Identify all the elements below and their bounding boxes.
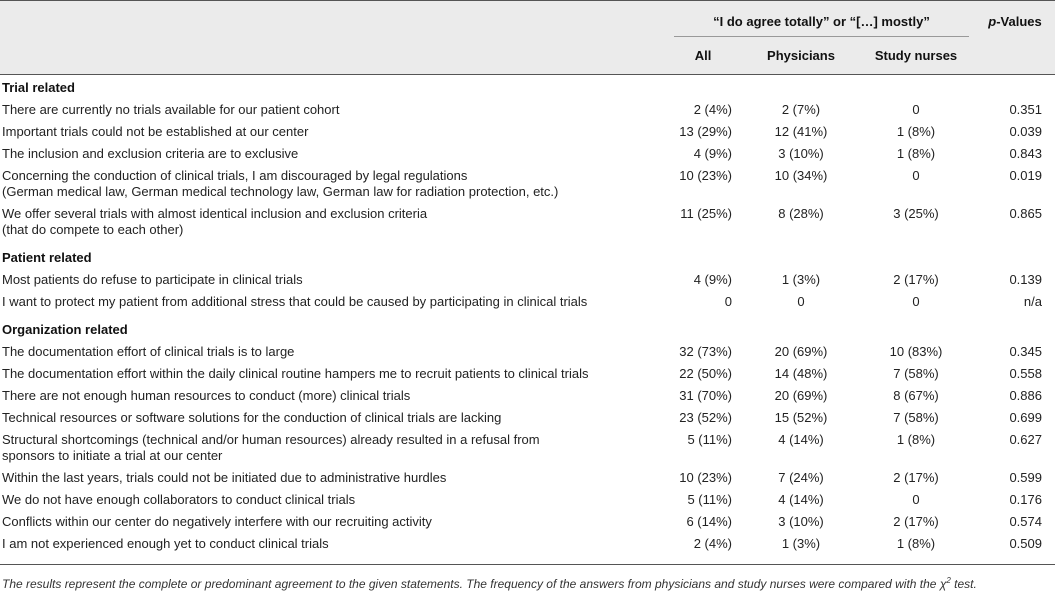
cell-study-nurses: 0 — [912, 492, 920, 507]
cell-study-nurses: 0 — [912, 102, 920, 117]
cell-study-nurses: 2 (17%) — [893, 272, 939, 287]
cell-physicians: 3 (10%) — [778, 514, 824, 529]
cell-p-value: 0.509 — [1009, 536, 1042, 551]
cell-study-nurses: 7 (58%) — [893, 410, 939, 425]
row-label: sponsors to initiate a trial at our center — [2, 448, 223, 463]
cell-study-nurses: 3 (25%) — [893, 206, 939, 221]
cell-study-nurses: 1 (8%) — [896, 432, 936, 447]
cell-physicians: 4 (14%) — [778, 492, 824, 507]
row-label: We do not have enough collaborators to conduct clinical trials — [2, 492, 356, 507]
row-label: (German medical law, German medical technology law, German law for radiation protection, etc.) — [2, 184, 559, 199]
row-label: Structural shortcomings (technical and/or human resources) already resulted in a refusal from — [2, 432, 540, 447]
section-title: Patient related — [2, 250, 92, 265]
cell-p-value: 0.558 — [1009, 366, 1042, 381]
bottom-rule — [0, 564, 1055, 565]
group-header: “I do agree totally” or “[…] mostly” — [713, 14, 930, 29]
section-title: Trial related — [2, 80, 75, 95]
cell-all: 2 (4%) — [693, 536, 732, 551]
cell-all: 23 (52%) — [679, 410, 732, 425]
cell-all: 11 (25%) — [680, 206, 732, 221]
header-rule — [0, 74, 1055, 75]
cell-study-nurses: 0 — [912, 168, 920, 183]
cell-physicians: 1 (3%) — [781, 536, 821, 551]
cell-all: 2 (4%) — [693, 102, 732, 117]
cell-p-value: 0.019 — [1009, 168, 1042, 183]
cell-study-nurses: 2 (17%) — [893, 514, 939, 529]
table-footnote: The results represent the complete or predominant agreement to the given statements. The frequency of the answers from physicians and study nurses were compared with the $\chi^2$ test. — [2, 576, 977, 591]
cell-physicians: 4 (14%) — [778, 432, 824, 447]
cell-study-nurses: 7 (58%) — [893, 366, 939, 381]
cell-physicians: 1 (3%) — [781, 272, 821, 287]
cell-p-value: 0.176 — [1009, 492, 1042, 507]
cell-all: 6 (14%) — [686, 514, 732, 529]
cell-physicians: 12 (41%) — [774, 124, 828, 139]
cell-physicians: 0 — [797, 294, 805, 309]
col-header-physicians: Physicians — [767, 48, 835, 63]
cell-p-value: 0.843 — [1009, 146, 1042, 161]
cell-p-value: 0.699 — [1009, 410, 1042, 425]
cell-p-value: 0.351 — [1009, 102, 1042, 117]
cell-physicians: 20 (69%) — [774, 388, 828, 403]
cell-p-value: 0.599 — [1009, 470, 1042, 485]
cell-p-value: 0.039 — [1009, 124, 1042, 139]
cell-physicians: 8 (28%) — [778, 206, 824, 221]
cell-all: 4 (9%) — [693, 146, 732, 161]
cell-p-value: 0.574 — [1009, 514, 1042, 529]
cell-all: 32 (73%) — [679, 344, 732, 359]
cell-study-nurses: 1 (8%) — [896, 146, 936, 161]
cell-all: 13 (29%) — [679, 124, 732, 139]
cell-physicians: 14 (48%) — [774, 366, 828, 381]
row-label: The documentation effort of clinical trials is to large — [2, 344, 295, 359]
cell-p-value: 0.886 — [1009, 388, 1042, 403]
col-header-all: All — [694, 48, 712, 63]
row-label: The documentation effort within the daily clinical routine hampers me to recruit patients to clinical trials — [2, 366, 589, 381]
cell-all: 4 (9%) — [693, 272, 732, 287]
cell-study-nurses: 0 — [912, 294, 920, 309]
row-label: There are currently no trials available for our patient cohort — [2, 102, 340, 117]
row-label: Within the last years, trials could not be initiated due to administrative hurdles — [2, 470, 447, 485]
section-title: Organization related — [2, 322, 128, 337]
cell-p-value: 0.865 — [1009, 206, 1042, 221]
row-label: The inclusion and exclusion criteria are to exclusive — [2, 146, 299, 161]
cell-study-nurses: 10 (83%) — [889, 344, 943, 359]
group-rule — [674, 36, 969, 37]
row-label: Concerning the conduction of clinical trials, I am discouraged by legal regulations — [2, 168, 468, 183]
row-label: Important trials could not be established at our center — [2, 124, 309, 139]
cell-study-nurses: 8 (67%) — [893, 388, 939, 403]
row-label: I want to protect my patient from additional stress that could be caused by participating in clinical trials — [2, 294, 588, 309]
cell-p-value: 0.345 — [1009, 344, 1042, 359]
top-rule — [0, 0, 1055, 1]
row-label: Most patients do refuse to participate in clinical trials — [2, 272, 303, 287]
cell-all: 10 (23%) — [679, 168, 732, 183]
cell-all: 22 (50%) — [679, 366, 732, 381]
cell-p-value: n/a — [1023, 294, 1042, 309]
cell-physicians: 2 (7%) — [781, 102, 821, 117]
cell-study-nurses: 2 (17%) — [893, 470, 939, 485]
row-label: We offer several trials with almost identical inclusion and exclusion criteria — [2, 206, 428, 221]
cell-all: 10 (23%) — [679, 470, 732, 485]
row-label: Conflicts within our center do negatively interfere with our recruiting activity — [2, 514, 432, 529]
cell-physicians: 3 (10%) — [778, 146, 824, 161]
col-header-study-nurses: Study nurses — [874, 48, 958, 63]
cell-physicians: 10 (34%) — [774, 168, 828, 183]
cell-study-nurses: 1 (8%) — [896, 536, 936, 551]
cell-all: 0 — [724, 294, 732, 309]
row-label: Technical resources or software solutions for the conduction of clinical trials are lacking — [2, 410, 502, 425]
row-label: (that do compete to each other) — [2, 222, 184, 237]
cell-physicians: 20 (69%) — [774, 344, 828, 359]
cell-study-nurses: 1 (8%) — [896, 124, 936, 139]
cell-physicians: 15 (52%) — [774, 410, 828, 425]
cell-all: 31 (70%) — [679, 388, 732, 403]
cell-physicians: 7 (24%) — [778, 470, 824, 485]
cell-all: 5 (11%) — [687, 432, 732, 447]
pvalues-header: p-Values — [988, 14, 1042, 29]
cell-p-value: 0.139 — [1009, 272, 1042, 287]
cell-p-value: 0.627 — [1009, 432, 1042, 447]
row-label: There are not enough human resources to conduct (more) clinical trials — [2, 388, 411, 403]
cell-all: 5 (11%) — [687, 492, 732, 507]
row-label: I am not experienced enough yet to conduct clinical trials — [2, 536, 329, 551]
